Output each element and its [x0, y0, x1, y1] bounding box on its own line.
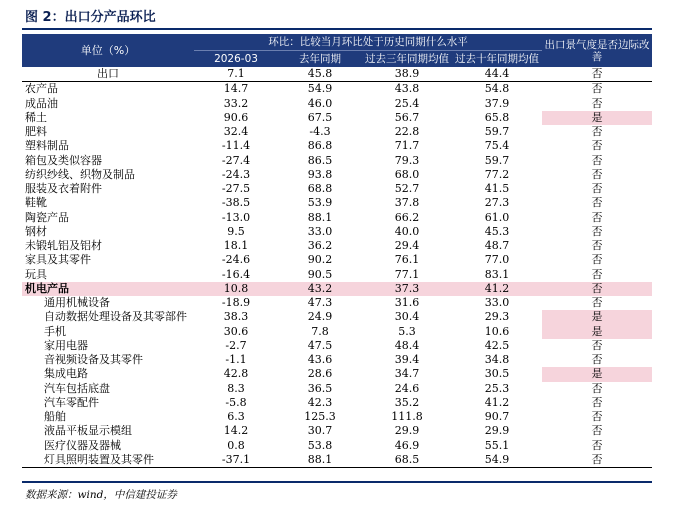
- month-value-cell: -13.0: [221, 210, 251, 224]
- last-year-value-cell: 24.9: [307, 310, 333, 324]
- three-year-avg-cell: 35.2: [394, 395, 420, 409]
- three-year-avg-cell: 29.9: [394, 424, 420, 438]
- three-year-avg-cell: 52.7: [394, 182, 420, 196]
- ten-year-avg-cell: 65.8: [484, 110, 510, 124]
- row-name-cell: 未锻轧铝及铝材: [25, 239, 102, 253]
- improvement-flag-cell: 否: [591, 353, 603, 367]
- last-year-value-cell: 42.3: [307, 395, 333, 409]
- row-name-cell: 出口: [22, 67, 194, 82]
- table-row: [22, 225, 652, 239]
- three-year-avg-cell: 68.5: [362, 453, 452, 468]
- table-row: [22, 139, 652, 153]
- three-year-avg-cell: 39.4: [394, 353, 420, 367]
- three-year-avg-cell: 111.8: [391, 410, 423, 424]
- improvement-flag-cell: 否: [591, 267, 603, 281]
- three-year-avg-cell: 30.4: [394, 310, 420, 324]
- improvement-flag-cell: 否: [591, 125, 603, 139]
- month-value-cell: 33.2: [223, 96, 249, 110]
- last-year-value-cell: 46.0: [307, 96, 333, 110]
- row-name-cell: 灯具照明装置及其零件: [22, 453, 194, 468]
- table-body: [22, 67, 652, 468]
- ten-year-avg-cell: 61.0: [484, 210, 510, 224]
- month-value-cell: 14.2: [223, 424, 249, 438]
- table-row: [22, 339, 652, 353]
- month-value-cell: -2.7: [225, 338, 247, 352]
- table-row: [22, 310, 652, 324]
- ten-year-avg-cell: 77.2: [484, 167, 510, 181]
- table-row: [22, 111, 652, 125]
- improvement-flag-cell: 否: [591, 139, 603, 153]
- table-row: [22, 253, 652, 267]
- month-header: 2026-03: [194, 51, 278, 68]
- improvement-flag-cell: 是: [542, 111, 652, 125]
- three-year-avg-cell: 40.0: [394, 224, 420, 238]
- row-name-cell: 家具及其零件: [25, 253, 91, 267]
- month-value-cell: -27.5: [221, 182, 251, 196]
- table-row: [22, 168, 652, 182]
- last-year-value-cell: 86.5: [307, 153, 333, 167]
- month-value-cell: -16.4: [221, 267, 251, 281]
- three-year-avg-cell: 5.3: [398, 324, 416, 338]
- month-value-cell: 7.1: [194, 67, 278, 82]
- improvement-flag-cell: 否: [591, 338, 603, 352]
- export-mom-table: [22, 34, 652, 468]
- improvement-flag-cell: 否: [591, 381, 603, 395]
- table-row: [22, 325, 652, 339]
- last-year-value-cell: 43.6: [307, 353, 333, 367]
- three-year-avg-cell: 29.4: [394, 239, 420, 253]
- ten-year-avg-cell: 29.9: [484, 424, 510, 438]
- last-year-value-cell: 47.3: [307, 296, 333, 310]
- table-row: [22, 282, 652, 296]
- three-year-avg-cell: 71.7: [394, 139, 420, 153]
- unit-header: 单位（%）: [22, 34, 194, 67]
- group-header: 环比：比较当月环比处于历史同期什么水平: [194, 34, 542, 51]
- ten-year-avg-cell: 25.3: [484, 381, 510, 395]
- table-header: [22, 34, 652, 67]
- month-value-cell: 38.3: [223, 310, 249, 324]
- improvement-flag-cell: 否: [591, 196, 603, 210]
- last-year-value-cell: 53.8: [307, 438, 333, 452]
- improvement-flag-cell: 否: [591, 239, 603, 253]
- table-row: [22, 353, 652, 367]
- ten-year-avg-cell: 54.9: [452, 453, 542, 468]
- ten-year-avg-cell: 44.4: [452, 67, 542, 82]
- three-year-avg-cell: 43.8: [394, 82, 420, 96]
- three-year-avg-cell: 25.4: [394, 96, 420, 110]
- table-row: [22, 367, 652, 381]
- ten-year-avg-cell: 90.7: [484, 410, 510, 424]
- improvement-flag-cell: 否: [591, 96, 603, 110]
- row-name-cell: 汽车包括底盘: [44, 381, 110, 395]
- three-year-avg-cell: 76.1: [394, 253, 420, 267]
- three-year-avg-cell: 34.7: [394, 367, 420, 381]
- three-year-avg-cell: 77.1: [394, 267, 420, 281]
- last-year-value-cell: 28.6: [307, 367, 333, 381]
- month-value-cell: -27.4: [221, 153, 251, 167]
- last-year-value-cell: 33.0: [307, 224, 333, 238]
- last-year-value-cell: 43.2: [278, 282, 362, 296]
- ten-year-avg-cell: 37.9: [484, 96, 510, 110]
- table-row: [22, 453, 652, 468]
- month-value-cell: 18.1: [223, 239, 249, 253]
- improvement-flag-cell: 否: [591, 296, 603, 310]
- month-value-cell: 0.8: [227, 438, 245, 452]
- month-value-cell: -11.4: [221, 139, 251, 153]
- ten-year-avg-cell: 55.1: [484, 438, 510, 452]
- three-year-avg-cell: 68.0: [394, 167, 420, 181]
- last-year-value-cell: 90.2: [307, 253, 333, 267]
- row-name-cell: 医疗仪器及器械: [44, 438, 121, 452]
- month-value-cell: -24.3: [221, 167, 251, 181]
- row-name-cell: 服装及衣着附件: [25, 182, 102, 196]
- row-name-cell: 音视频设备及其零件: [44, 353, 143, 367]
- month-value-cell: 10.8: [194, 282, 278, 296]
- row-name-cell: 成品油: [25, 96, 58, 110]
- improvement-flag-cell: 是: [542, 367, 652, 381]
- table-row: [22, 382, 652, 396]
- last-year-value-cell: 88.1: [278, 453, 362, 468]
- row-name-cell: 汽车零配件: [44, 395, 99, 409]
- improvement-flag-cell: 否: [591, 410, 603, 424]
- ten-year-avg-cell: 33.0: [484, 296, 510, 310]
- table-row: [22, 67, 652, 82]
- improvement-flag-cell: 否: [542, 67, 652, 82]
- last-year-value-cell: 36.5: [307, 381, 333, 395]
- ten-year-avg-cell: 30.5: [484, 367, 510, 381]
- table-row: [22, 182, 652, 196]
- table-row: [22, 424, 652, 438]
- month-value-cell: 9.5: [227, 224, 245, 238]
- flag-header: 出口景气度是否边际改善: [542, 34, 652, 67]
- table-row: [22, 211, 652, 225]
- ten-year-avg-cell: 34.8: [484, 353, 510, 367]
- improvement-flag-cell: 是: [542, 325, 652, 339]
- ten-year-avg-cell: 41.2: [452, 282, 542, 296]
- month-value-cell: 6.3: [227, 410, 245, 424]
- month-value-cell: -5.8: [225, 395, 247, 409]
- month-value-cell: 14.7: [223, 82, 249, 96]
- table-row: [22, 154, 652, 168]
- last-year-header: 去年同期: [278, 51, 362, 68]
- last-year-value-cell: 36.2: [307, 239, 333, 253]
- improvement-flag-cell: 否: [591, 82, 603, 96]
- ten-year-avg-cell: 42.5: [484, 338, 510, 352]
- row-name-cell: 稀土: [25, 110, 47, 124]
- ten-year-avg-cell: 75.4: [484, 139, 510, 153]
- last-year-value-cell: 88.1: [307, 210, 333, 224]
- improvement-flag-cell: 否: [591, 210, 603, 224]
- row-name-cell: 自动数据处理设备及其零部件: [44, 310, 187, 324]
- three-year-avg-cell: 48.4: [394, 338, 420, 352]
- last-year-value-cell: 7.8: [311, 324, 329, 338]
- month-value-cell: 90.6: [223, 110, 249, 124]
- export-table-container: [22, 34, 652, 468]
- row-name-cell: 手机: [44, 324, 66, 338]
- improvement-flag-cell: 否: [591, 424, 603, 438]
- row-name-cell: 集成电路: [44, 367, 88, 381]
- ten-year-header: 过去十年同期均值: [452, 51, 542, 68]
- row-name-cell: 玩具: [25, 267, 47, 281]
- table-row: [22, 296, 652, 310]
- last-year-value-cell: 45.8: [278, 67, 362, 82]
- three-year-avg-cell: 66.2: [394, 210, 420, 224]
- three-year-avg-cell: 24.6: [394, 381, 420, 395]
- month-value-cell: -38.5: [221, 196, 251, 210]
- table-row: [22, 239, 652, 253]
- ten-year-avg-cell: 41.5: [484, 182, 510, 196]
- month-value-cell: -37.1: [194, 453, 278, 468]
- improvement-flag-cell: 是: [542, 310, 652, 324]
- row-name-cell: 肥料: [25, 125, 47, 139]
- ten-year-avg-cell: 54.8: [484, 82, 510, 96]
- improvement-flag-cell: 否: [542, 282, 652, 296]
- improvement-flag-cell: 否: [591, 167, 603, 181]
- improvement-flag-cell: 否: [591, 395, 603, 409]
- last-year-value-cell: 93.8: [307, 167, 333, 181]
- ten-year-avg-cell: 83.1: [484, 267, 510, 281]
- row-name-cell: 钢材: [25, 224, 47, 238]
- month-value-cell: -24.6: [221, 253, 251, 267]
- three-year-avg-cell: 37.8: [394, 196, 420, 210]
- last-year-value-cell: 53.9: [307, 196, 333, 210]
- row-name-cell: 箱包及类似容器: [25, 153, 102, 167]
- month-value-cell: 32.4: [223, 125, 249, 139]
- table-row: [22, 82, 652, 97]
- row-name-cell: 船舶: [44, 410, 66, 424]
- table-row: [22, 439, 652, 453]
- three-year-avg-cell: 31.6: [394, 296, 420, 310]
- three-year-avg-cell: 38.9: [362, 67, 452, 82]
- row-name-cell: 纺织纱线、织物及制品: [25, 167, 135, 181]
- ten-year-avg-cell: 45.3: [484, 224, 510, 238]
- month-value-cell: -1.1: [225, 353, 247, 367]
- last-year-value-cell: 68.8: [307, 182, 333, 196]
- row-name-cell: 家用电器: [44, 338, 88, 352]
- last-year-value-cell: 67.5: [307, 110, 333, 124]
- last-year-value-cell: -4.3: [309, 125, 331, 139]
- data-source-note: 数据来源：wind，中信建投证券: [25, 489, 177, 501]
- ten-year-avg-cell: 29.3: [484, 310, 510, 324]
- row-name-cell: 液晶平板显示模组: [44, 424, 132, 438]
- three-year-avg-cell: 22.8: [394, 125, 420, 139]
- month-value-cell: 42.8: [223, 367, 249, 381]
- row-name-cell: 通用机械设备: [44, 296, 110, 310]
- table-row: [22, 396, 652, 410]
- row-name-cell: 农产品: [25, 82, 58, 96]
- three-year-header: 过去三年同期均值: [362, 51, 452, 68]
- ten-year-avg-cell: 77.0: [484, 253, 510, 267]
- last-year-value-cell: 30.7: [307, 424, 333, 438]
- month-value-cell: 8.3: [227, 381, 245, 395]
- table-row: [22, 268, 652, 282]
- ten-year-avg-cell: 48.7: [484, 239, 510, 253]
- row-name-cell: 机电产品: [22, 282, 194, 296]
- ten-year-avg-cell: 27.3: [484, 196, 510, 210]
- three-year-avg-cell: 79.3: [394, 153, 420, 167]
- table-row: [22, 97, 652, 111]
- last-year-value-cell: 54.9: [307, 82, 333, 96]
- ten-year-avg-cell: 10.6: [484, 324, 510, 338]
- ten-year-avg-cell: 59.7: [484, 125, 510, 139]
- improvement-flag-cell: 否: [591, 153, 603, 167]
- ten-year-avg-cell: 59.7: [484, 153, 510, 167]
- table-row: [22, 196, 652, 210]
- three-year-avg-cell: 37.3: [362, 282, 452, 296]
- table-row: [22, 410, 652, 424]
- row-name-cell: 塑料制品: [25, 139, 69, 153]
- last-year-value-cell: 125.3: [304, 410, 336, 424]
- improvement-flag-cell: 否: [591, 438, 603, 452]
- row-name-cell: 鞋靴: [25, 196, 47, 210]
- improvement-flag-cell: 否: [591, 182, 603, 196]
- three-year-avg-cell: 56.7: [394, 110, 420, 124]
- last-year-value-cell: 86.8: [307, 139, 333, 153]
- month-value-cell: 30.6: [223, 324, 249, 338]
- figure-title: 图 2：出口分产品环比: [25, 10, 156, 25]
- table-row: [22, 125, 652, 139]
- improvement-flag-cell: 否: [591, 224, 603, 238]
- ten-year-avg-cell: 41.2: [484, 395, 510, 409]
- improvement-flag-cell: 否: [591, 253, 603, 267]
- title-divider: [22, 28, 652, 30]
- month-value-cell: -18.9: [221, 296, 251, 310]
- source-divider: [22, 481, 652, 483]
- three-year-avg-cell: 46.9: [394, 438, 420, 452]
- improvement-flag-cell: 否: [542, 453, 652, 468]
- row-name-cell: 陶瓷产品: [25, 210, 69, 224]
- last-year-value-cell: 90.5: [307, 267, 333, 281]
- last-year-value-cell: 47.5: [307, 338, 333, 352]
